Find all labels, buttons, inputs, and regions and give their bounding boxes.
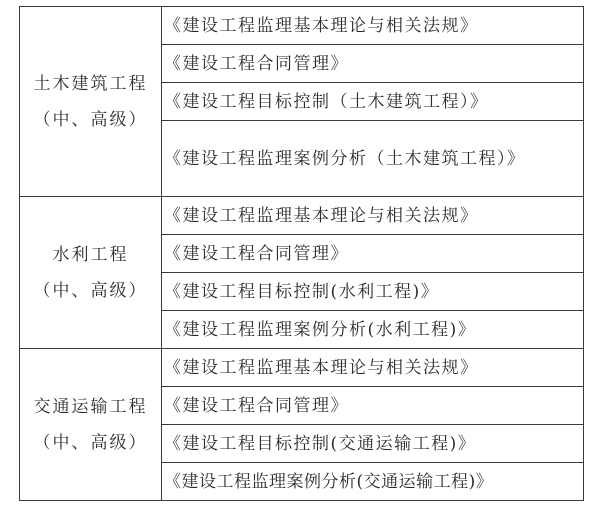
category-level: （中、高级） [33, 432, 148, 453]
exam-subjects-table [19, 6, 584, 501]
subject-cell: 《建设工程合同管理》 [162, 235, 584, 273]
category-cell-water [20, 197, 162, 349]
subject-cell: 《建设工程目标控制（土木建筑工程）》 [162, 83, 584, 121]
subject-cell: 《建设工程合同管理》 [162, 45, 584, 83]
category-name: 交通运输工程 [33, 396, 148, 417]
subject-cell: 《建设工程监理案例分析(交通运输工程)》 [162, 463, 584, 501]
category-name: 水利工程 [52, 244, 129, 265]
category-level: （中、高级） [33, 280, 148, 301]
table-row [20, 349, 584, 387]
table-row [20, 7, 584, 45]
subject-cell: 《建设工程监理案例分析（土木建筑工程）》 [162, 121, 584, 197]
subject-cell: 《建设工程监理基本理论与相关法规》 [162, 349, 584, 387]
category-cell-civil [20, 7, 162, 197]
subject-cell: 《建设工程监理基本理论与相关法规》 [162, 197, 584, 235]
subject-cell: 《建设工程监理基本理论与相关法规》 [162, 7, 584, 45]
subject-cell: 《建设工程监理案例分析(水利工程)》 [162, 311, 584, 349]
category-name: 土木建筑工程 [33, 73, 148, 94]
category-level: （中、高级） [33, 109, 148, 130]
subject-cell: 《建设工程目标控制(水利工程)》 [162, 273, 584, 311]
table-row [20, 197, 584, 235]
category-cell-transport [20, 349, 162, 501]
subject-cell: 《建设工程目标控制(交通运输工程)》 [162, 425, 584, 463]
subject-cell: 《建设工程合同管理》 [162, 387, 584, 425]
